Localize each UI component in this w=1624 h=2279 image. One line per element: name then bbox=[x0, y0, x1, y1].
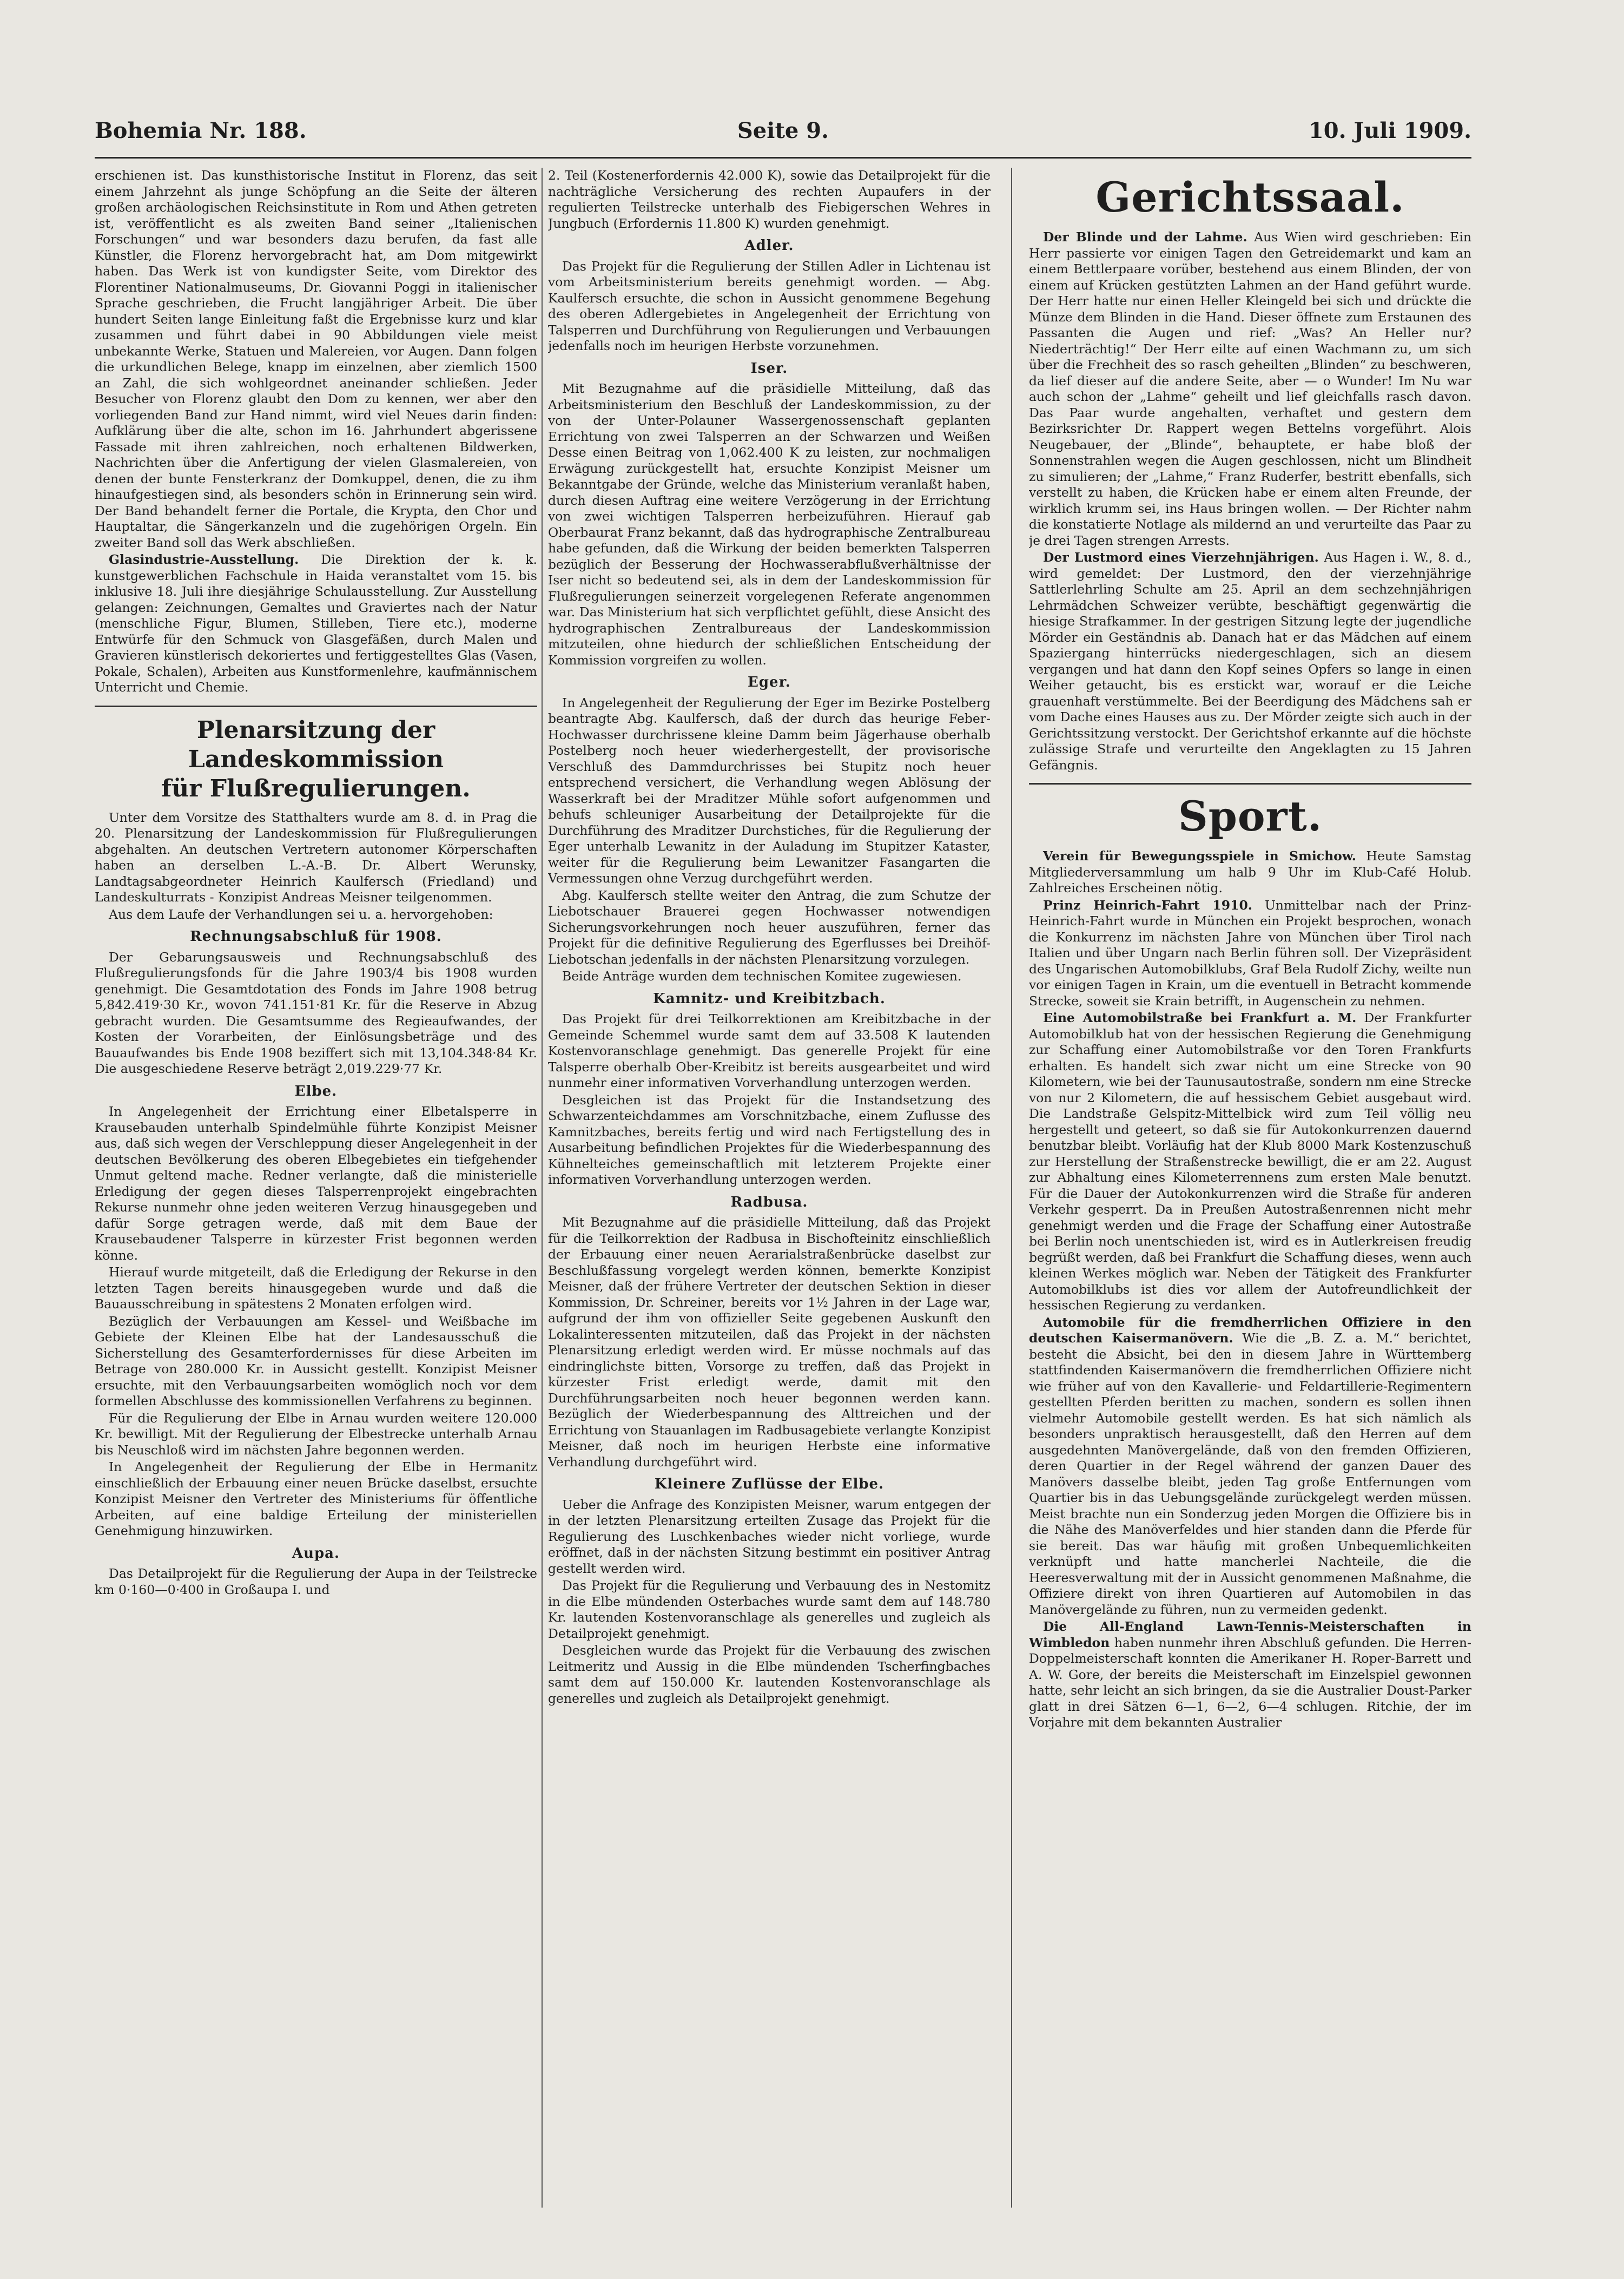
eger-paragraph-2: Abg. Kaulfersch stellte weiter den Antrag, die zum Schutze der Liebotschauer Brauerei gegen Hochwasser notwendigen Sicherungsvorkehrungen noch heuer auszuführen, ferner das Projekt für die definitive Regulierung des Egerflusses bei Dreihöf-Liebotschan jedenfalls in der nächsten Plenarsitzung vorzulegen. bbox=[548, 887, 991, 967]
plenar-headline-line-1: Plenarsitzung der Landeskommission bbox=[188, 716, 444, 773]
radbusa-text: Mit Bezugnahme auf die präsidielle Mitteilung, daß das Projekt für die Teilkorrektion der Radbusa in Bischofteinitz einschließlich der Erbauung einer neuen Aerarialstraßenbrücke daselbst zur Beschlußfassung vorgelegt werden können, bemerkte Konzipist Meisner, daß der frühere Vertreter der deutschen Sektion in dieser Kommission, Dr. Schreiner, bereits vor 1½ Jahren in der Lage war, aufgrund der ihm von offizieller Seite gegebenen Auskunft den Lokalinteressenten mitzuteilen, daß das Projekt in der nächsten Plenarsitzung erledigt werden wird. Er müsse nochmals auf das eindringlichste bitten, Vorsorge zu treffen, daß das Projekt in kürzester Frist erledigt werde, damit mit den Durchführungsarbeiten noch heuer begonnen werden kann. Bezüglich der Wiederbespannung des Alttreichen und der Errichtung von Stauanlagen im Radbusagebiete verlangte Konzipist Meisner, daß noch im heurigen Herbste eine informative Verhandlung durchgeführt wird. bbox=[548, 1215, 991, 1470]
elbe-paragraph-1: In Angelegenheit der Errichtung einer Elbetalsperre in Krausebauden unterhalb Spindelmühle führte Konzipist Meisner aus, daß sich wegen der Verschleppung dieser Angelegenheit in der deutschen Bevölkerung des oberen Elbegebietes ein tiefgehender Unmut geltend mache. Redner verlangte, daß die ministerielle Erledigung der gegen dieses Talsperrenprojekt eingebrachten Rekurse nunmehr ohne jeden weiteren Verzug hinausgegeben und dafür Sorge getragen werde, daß mit dem Baue der Krausebaudener Talsperre in kürzester Frist begonnen werden könne. bbox=[95, 1104, 537, 1263]
newspaper-page bbox=[95, 108, 1471, 2208]
plenar-headline-line-2: für Flußregulierungen. bbox=[161, 774, 471, 802]
elbe-paragraph-2: Hierauf wurde mitgeteilt, daß die Erledigung der Rekurse in den letzten Tagen bereits hinausgegeben wurde und daß die Bauausschreibung in spätestens 2 Monaten erfolgen wird. bbox=[95, 1264, 537, 1312]
kleinere-paragraph-2: Das Projekt für die Regulierung und Verbauung des in Nestomitz in die Elbe mündenden Osterbaches wurde samt dem auf 148.780 Kr. lautenden Kostenvoranschlage als generelles und zugleich als Detailprojekt genehmigt. bbox=[548, 1578, 991, 1641]
aupa-text: Das Detailprojekt für die Regulierung der Aupa in der Teilstrecke km 0·160—0·400 in Großaupa I. und bbox=[95, 1566, 537, 1597]
iser-text: Mit Bezugnahme auf die präsidielle Mitteilung, daß das Arbeitsministerium den Beschluß der Landeskommission, zu der von der Unter-Polauner Wassergenossenschaft geplanten Errichtung von zwei Talsperren an der Schwarzen und Weißen Desse einen Beitrag von 1,062.400 K zu leisten, zur nochmaligen Erwägung zurückgestellt hat, ersuchte Konzipist Meisner um Bekanntgabe der Gründe, welche das Ministerium veranlaßt haben, durch diesen Auftrag eine weitere Verzögerung in der Errichtung von zwei wichtigen Talsperren herbeizuführen. Hierauf gab Oberbaurat Franz bekannt, daß das hydrographische Zentralbureau habe gefunden, daß die Wirkung der beiden bemerkten Talsperren bezüglich der Besserung der Hochwasserabflußverhältnisse der Iser nicht so bedeutend sei, als in dem der Landeskommission für Flußregulierungen seinerzeit vorgelegenen Referate angenommen war. Das Ministerium hat sich verpflichtet gefühlt, diese Ansicht des hydrographischen Zentralbureaus der Landeskommission mitzuteilen, ohne hiedurch der schließlichen Entscheidung der Kommission vorgreifen zu wollen. bbox=[548, 381, 991, 668]
kleinere-subheading: Kleinere Zuflüsse der Elbe. bbox=[654, 1476, 884, 1492]
lustmord-headline: Der Lustmord eines Vierzehnjährigen. bbox=[1043, 550, 1319, 565]
header-page-number: Seite 9. bbox=[737, 118, 829, 143]
blinde-article-text: Aus Wien wird geschrieben: Ein Herr passierte vor einigen Tagen den Getreidemarkt und kam an einem Bettlerpaare vorüber, bestehend aus einem Blinden, der von einem auf Krücken gestützten Lahmen an der Hand geführt wurde. Der Herr hatte nur einen Heller Kleingeld bei sich und drückte die Münze dem Blinden in die Hand. Dieser öffnete zum Erstaunen des Passanten die Augen und rief: „Was? An Heller nur? Niederträchtig!“ Der Herr eilte auf einen Wachmann zu, um sich über die Frechheit des so rasch geheilten „Blinden“ zu beschweren, da lief dieser auf die andere Seite, aber — o Wunder! Im Nu war auch schon der „Lahme“ geheilt und lief gleichfalls rasch davon. Das Paar wurde angehalten, verhaftet und gestern dem Bezirksrichter Dr. Rappert wegen Bettelns vorgeführt. Alois Neugebauer, der „Blinde“, behauptete, er habe bloß der Sonnenstrahlen wegen die Augen geschlossen, nicht um Blindheit zu simulieren; der „Lahme,“ Franz Ruderfer, bestritt ebenfalls, sich verstellt zu haben, die Krücken habe er einem alten Freunde, der wirklich krumm sei, ins Haus bringen wollen. — Der Richter nahm die konstatierte Notlage als mildernd an und verurteilte das Paar zu je drei Tagen strengen Arrests. bbox=[1029, 229, 1471, 548]
autostrasse-article-text: Der Frankfurter Automobilklub hat von der hessischen Regierung die Genehmigung zur Schaffung einer Automobilstraße vor den Toren Frankfurts erhalten. Es handelt sich zwar nicht um eine Strecke von 90 Kilometern, wie bei der Taunusautostraße, sondern nm eine Strecke von nur 2 Kilometern, die auf hessischem Gebiet ausgebaut wird. Die Landstraße Gelspitz-Mittelbick wird zum Teil völlig neu hergestellt und geteert, so daß sie für Autokonkurrenzen dauernd benutzbar bleibt. Vorläufig hat der Klub 8000 Mark Kostenzuschuß zur Herstellung der Straßenstrecke bewilligt, die er am 22. August zur Abhaltung eines Kilometerrennens zum ersten Male benutzt. Für die Dauer der Autokonkurrenzen wird die Straße für anderen Verkehr gesperrt. Da in Preußen Autostraßenrennen nicht mehr genehmigt werden und die Frage der Schaffung einer Autostraße bei Berlin noch unentschieden ist, wird es in Autlerkreisen freudig begrüßt werden, daß bei Frankfurt die Schaffung dieses, wenn auch kleinen Werkes möglich war. Neben der Tätigkeit des Frankfurter Automobilklubs ist dies vor allem der Autofreundlichkeit der hessischen Regierung zu verdanken. bbox=[1029, 1010, 1471, 1313]
column-1 bbox=[95, 168, 537, 2208]
section-divider bbox=[95, 706, 537, 707]
header-rule bbox=[95, 157, 1471, 159]
aupa-subheading: Aupa. bbox=[292, 1545, 340, 1562]
offiziere-article bbox=[1029, 1315, 1471, 1618]
rechnung-subheading: Rechnungsabschluß für 1908. bbox=[190, 928, 442, 945]
verein-article-text: Heute Samstag Mitgliederversammlung um halb 9 Uhr im Klub-Café Holub. Zahlreiches Erscheinen nötig. bbox=[1029, 848, 1471, 895]
rechnung-text: Der Gebarungsausweis und Rechnungsabschluß des Flußregulierungsfonds für die Jahre 1903/4 bis 1908 wurden genehmigt. Die Gesamtdotation des Fonds im Jahre 1908 betrug 5,842.419·30 Kr., wovon 741.151·81 Kr. für die Reserve in Abzug gebracht wurden. Die Gesamtsumme des Regieaufwandes, der Kosten der Vorarbeiten, der Einlösungsbeträge und des Bauaufwandes bis Ende 1908 beziffert sich mit 13,104.348·84 Kr. Die ausgeschiedene Reserve beträgt 2,019.229·77 Kr. bbox=[95, 949, 537, 1076]
autostrasse-article bbox=[1029, 1010, 1471, 1314]
adler-subheading: Adler. bbox=[744, 238, 794, 254]
prinz-article bbox=[1029, 898, 1471, 1010]
elbe-paragraph-5: In Angelegenheit der Regulierung der Elbe in Hermanitz einschließlich der Erbauung einer neuen Brücke daselbst, ersuchte Konzipist Meisner den Vertreter des Ministeriums für öffentliche Arbeiten, auf eine baldige Erteilung der ministeriellen Genehmigung hinzuwirken. bbox=[95, 1459, 537, 1538]
lustmord-article bbox=[1029, 550, 1471, 773]
gerichtssaal-section-title: Gerichtssaal. bbox=[1095, 173, 1405, 221]
section-divider-sport bbox=[1029, 783, 1471, 785]
florenz-article-text: erschienen ist. Das kunsthistorische Institut in Florenz, das seit einem Jahrzehnt als junge Schöpfung an die Seite der älteren großen archäologischen Reichsinstitute in Rom und Athen getreten ist, veröffentlicht es als zweiten Band seiner „Italienischen Forschungen“ und war besonders dazu berufen, da fast alle Künstler, die Florenz hervorgebracht hat, am Dom mitgewirkt haben. Das Werk ist von kundigster Seite, vom Direktor des Florentiner Nationalmuseums, Dr. Giovanni Poggi in italienischer Sprache geschrieben, die Frucht langjähriger Arbeit. Die über hundert Seiten lange Einleitung faßt die Ergebnisse kurz und klar zusammen und führt dabei in 90 Abbildungen viele meist unbekannte Werke, Statuen und Malereien, vor Augen. Dann folgen die urkundlichen Belege, knapp im einzelnen, aber ziemlich 1500 an Zahl, die sich wohlgeordnet aneinander schließen. Jeder Besucher von Florenz glaubt den Dom zu kennen, wer aber den vorliegenden Band zur Hand nimmt, wird viel Neues darin finden: Aufklärung über die alte, schon im 16. Jahrhundert abgerissene Fassade mit ihren zahlreichen, noch erhaltenen Bildwerken, Nachrichten über die Anfertigung der vielen Glasmalereien, von denen der bunte Fensterkranz der Domkuppel, denen, die zu ihm hinaufgestiegen sind, als besonders schön in Erinnerung sein wird. Der Band behandelt ferner die Portale, die Krypta, den Chor und Hauptaltar, die Sängerkanzeln und die zugehörigen Orgeln. Ein zweiter Band soll das Werk abschließen. bbox=[95, 168, 537, 550]
kamnitz-paragraph-2: Desgleichen ist das Projekt für die Instandsetzung des Schwarzenteichdammes am Vorschnitzbache, einem Zuflusse des Kamnitzbaches, bereits fertig und wird nach Fertigstellung des in Ausarbeitung befindlichen Projektes für die Wiederbespannung des Kühnelteiches gemeinschaftlich mit letzterem Projekte einer informativen Vorverhandlung unterzogen werden. bbox=[548, 1092, 991, 1187]
tennis-article-text: haben nunmehr ihren Abschluß gefunden. Die Herren-Doppelmeisterschaft konnten die Amerikaner H. Roper-Barrett und A. W. Gore, der bereits die Meisterschaft im Einzelspiel gewonnen hatte, sehr leicht an sich bringen, da sie die Australier Doust-Parker glatt in drei Sätzen 6—1, 6—2, 6—4 schlugen. Ritchie, der im Vorjahre mit dem bekannten Australier bbox=[1029, 1635, 1471, 1730]
column-divider-2 bbox=[1011, 168, 1012, 2208]
header-paper-number: Bohemia Nr. 188. bbox=[95, 118, 307, 143]
kleinere-paragraph-1: Ueber die Anfrage des Konzipisten Meisner, warum entgegen der in der letzten Plenarsitzung erteilten Zusage das Projekt für die Regulierung des Luschkenbaches wieder nicht vorliege, wurde eröffnet, daß in der nächsten Sitzung bestimmt ein positiver Antrag gestellt werden wird. bbox=[548, 1497, 991, 1576]
kamnitz-subheading: Kamnitz- und Kreibitzbach. bbox=[653, 990, 886, 1007]
sport-section-title: Sport. bbox=[1178, 792, 1323, 840]
blinde-article bbox=[1029, 229, 1471, 549]
plenar-intro: Unter dem Vorsitze des Statthalters wurde am 8. d. in Prag die 20. Plenarsitzung der Landeskommission für Flußregulierungen abgehalten. An deutschen Vertretern autonomer Körperschaften haben an derselben L.-A.-B. Dr. Albert Werunsky, Landtagsabgeordneter Heinrich Kaulfersch (Friedland) und Landeskulturrats - Konzipist Andreas Meisner teilgenommen. bbox=[95, 809, 537, 905]
header-date: 10. Juli 1909. bbox=[1308, 118, 1471, 143]
prinz-article-text: Unmittelbar nach der Prinz-Heinrich-Fahrt wurde in München ein Projekt besprochen, wonach die Konkurrenz im nächsten Jahre von München über Tirol nach Italien und über Ungarn nach Berlin führen soll. Der Vizepräsident des Ungarischen Automobilklubs, Graf Bela Rudolf Zichy, weilte nun vor einigen Tagen in Krain, um die eventuell in Betracht kommende Strecke, soweit sie Krain betrifft, in Augenschein zu nehmen. bbox=[1029, 897, 1471, 1009]
page-header bbox=[95, 108, 1471, 146]
elbe-paragraph-4: Für die Regulierung der Elbe in Arnau wurden weitere 120.000 Kr. bewilligt. Mit der Regulierung der Elbestrecke unterhalb Arnau bis Neuschloß wird im nächsten Jahre begonnen werden. bbox=[95, 1410, 537, 1458]
glas-article-text: Die Direktion der k. k. kunstgewerblichen Fachschule in Haida veranstaltet vom 15. bis inklusive 18. Juli ihre diesjährige Schulausstellung. Zur Ausstellung gelangen: Zeichnungen, Gemaltes und Graviertes nach der Natur (menschliche Figur, Blumen, Stilleben, Tiere etc.), moderne Entwürfe für den Schmuck von Glasgefäßen, durch Malen und Gravieren künstlerisch dekoriertes und fertiggestelltes Glas (Vasen, Pokale, Schalen), Arbeiten aus Kunstformenlehre, kaufmännischem Unterricht und Chemie. bbox=[95, 552, 537, 695]
adler-text: Das Projekt für die Regulierung der Stillen Adler in Lichtenau ist vom Arbeitsministerium bereits genehmigt worden. — Abg. Kaulfersch ersuchte, die schon in Aussicht genommene Begehung des oberen Adlergebietes in Angelegenheit der Errichtung von Talsperren und Durchführung von Regulierungen und Verbauungen jedenfalls noch im heurigen Herbste vorzunehmen. bbox=[548, 258, 991, 353]
lustmord-article-text: Aus Hagen i. W., 8. d., wird gemeldet: Der Lustmord, den der vierzehnjährige Sattlerlehrling Schulte am 25. April an dem sechzehnjährigen Lehrmädchen Schweizer verübte, beschäftigt gegenwärtig die hiesige Strafkammer. In der gestrigen Sitzung legte der jugendliche Mörder ein Geständnis ab. Danach hat er das Mädchen auf einem Spaziergang hinterrücks niedergeschlagen, sich an diesem vergangen und hat dann den Kopf seines Opfers so lange in einen Weiher getaucht, bis es erstickt war, worauf er die Leiche grauenhaft verstümmelte. Bei der Beerdigung des Mädchens sah er vom Dache eines Hauses aus zu. Der Mörder zeigte sich auch in der Gerichtssitzung verstockt. Der Gerichtshof erkannte auf die höchste zulässige Strafe und verurteilte den Angeklagten zu 15 Jahren Gefängnis. bbox=[1029, 550, 1471, 773]
radbusa-subheading: Radbusa. bbox=[730, 1194, 808, 1210]
kamnitz-paragraph-1: Das Projekt für drei Teilkorrektionen am Kreibitzbache in der Gemeinde Schemmel wurde samt dem auf 33.508 K lautenden Kostenvoranschlage genehmigt. Das generelle Projekt für eine Talsperre oberhalb Ober-Kreibitz ist bereits ausgearbeitet und wird nunmehr einer informativen Vorverhandlung unterzogen werden. bbox=[548, 1011, 991, 1090]
column-2 bbox=[548, 168, 991, 2208]
glas-article bbox=[95, 552, 537, 696]
kleinere-paragraph-3: Desgleichen wurde das Projekt für die Verbauung des zwischen Leitmeritz und Aussig in die Elbe mündenden Tscherfingbaches samt dem auf 150.000 Kr. lautenden Kostenvoranschlage als generelles und zugleich als Detailprojekt genehmigt. bbox=[548, 1643, 991, 1706]
verein-article bbox=[1029, 848, 1471, 897]
plenar-headline bbox=[95, 716, 537, 803]
column-3 bbox=[1029, 168, 1471, 2208]
eger-subheading: Eger. bbox=[748, 674, 791, 690]
eger-paragraph-3: Beide Anträge wurden dem technischen Komitee zugewiesen. bbox=[562, 969, 962, 984]
iser-subheading: Iser. bbox=[750, 360, 788, 377]
prinz-headline: Prinz Heinrich-Fahrt 1910. bbox=[1043, 897, 1252, 913]
tennis-headline: Die All-England Lawn-Tennis-Meisterschaften in Wimbledon bbox=[1029, 1619, 1471, 1650]
eger-paragraph-1: In Angelegenheit der Regulierung der Eger im Bezirke Postelberg beantragte Abg. Kaulfersch, daß der durch das heurige Feber-Hochwasser durchrissene kleine Damm beim Jägerhause oberhalb Postelberg noch heuer wiederhergestellt, der provisorische Verschluß des Dammdurchrisses bei Stupitz noch heuer entsprechend versichert, die Verhandlung wegen Ablösung der Wasserkraft bei der Mraditzer Mühle sofort aufgenommen und behufs schleuniger Ausarbeitung der Detailprojekte für die Durchführung des Mraditzer Durchstiches, für die Regulierung der Eger unterhalb Lewanitz in der Auladung im Stupitzer Kataster, weiter für die Regulierung beim Lewanitzer Fasangarten die Vermessungen ohne Verzug durchgeführt werden. bbox=[548, 695, 991, 886]
offiziere-article-text: Wie die „B. Z. a. M.“ berichtet, besteht die Absicht, bei den in diesem Jahre in Württemberg stattfindenden Kaisermanövern die fremdherrlichen Offiziere nicht wie früher auf von den Kavallerie- und Feldartillerie-Regimentern gestellten Pferden beritten zu machen, sondern es sollen ihnen vielmehr Automobile gestellt werden. Es hat sich nämlich als besonders unpraktisch herausgestellt, daß den Herren auf dem ausgedehnten Manövergelände, daß von den fremden Offizieren, deren Quartier in der Regel während der ganzen Dauer des Manövers dasselbe bleibt, jeden Tag große Entfernungen vom Quartier bis in das Uebungsgelände zurückgelegt werden müssen. Meist brachte nun ein Sonderzug jeden Morgen die Offiziere bis in die Nähe des Manöverfeldes und hier standen dann die Pferde für sie bereit. Das war häufig mit großen Unbequemlichkeiten verknüpft und hatte mancherlei Nachteile, die die Heeresverwaltung mit der in Aussicht genommenen Maßnahme, die Offiziere direkt von ihren Quartieren auf Automobilen in das Manövergelände zu führen, nun zu vermeiden gedenkt. bbox=[1029, 1330, 1471, 1617]
blinde-headline: Der Blinde und der Lahme. bbox=[1043, 229, 1247, 245]
column-divider-1 bbox=[542, 168, 543, 2208]
elbe-paragraph-3: Bezüglich der Verbauungen am Kessel- und Weißbache im Gebiete der Kleinen Elbe hat der Landesausschuß die Sicherstellung des Gesamterfordernisses für diese Arbeiten im Betrage von 280.000 Kr. in Aussicht gestellt. Konzipist Meisner ersuchte, mit den Verbauungsarbeiten womöglich noch vor dem formellen Abschlusse des kommissionellen Verfahrens zu beginnen. bbox=[95, 1313, 537, 1408]
offiziere-headline: Automobile für die fremdherrlichen Offiziere in den deutschen Kaisermanövern. bbox=[1029, 1314, 1471, 1346]
glas-headline: Glasindustrie-Ausstellung. bbox=[109, 552, 299, 567]
elbe-subheading: Elbe. bbox=[294, 1083, 338, 1099]
tennis-article bbox=[1029, 1619, 1471, 1731]
verein-headline: Verein für Bewegungsspiele in Smichow. bbox=[1043, 848, 1356, 864]
aupa-continuation: 2. Teil (Kostenerfordernis 42.000 K), sowie das Detailprojekt für die nachträgliche Versicherung des rechten Aupaufers in der regulierten Teilstrecke unterhalb des Fiebigerschen Wehres in Jungbuch (Erfordernis 11.800 K) wurden genehmigt. bbox=[548, 168, 991, 231]
plenar-intro-2: Aus dem Laufe der Verhandlungen sei u. a. hervorgehoben: bbox=[109, 906, 493, 922]
autostrasse-headline: Eine Automobilstraße bei Frankfurt a. M. bbox=[1043, 1010, 1357, 1025]
